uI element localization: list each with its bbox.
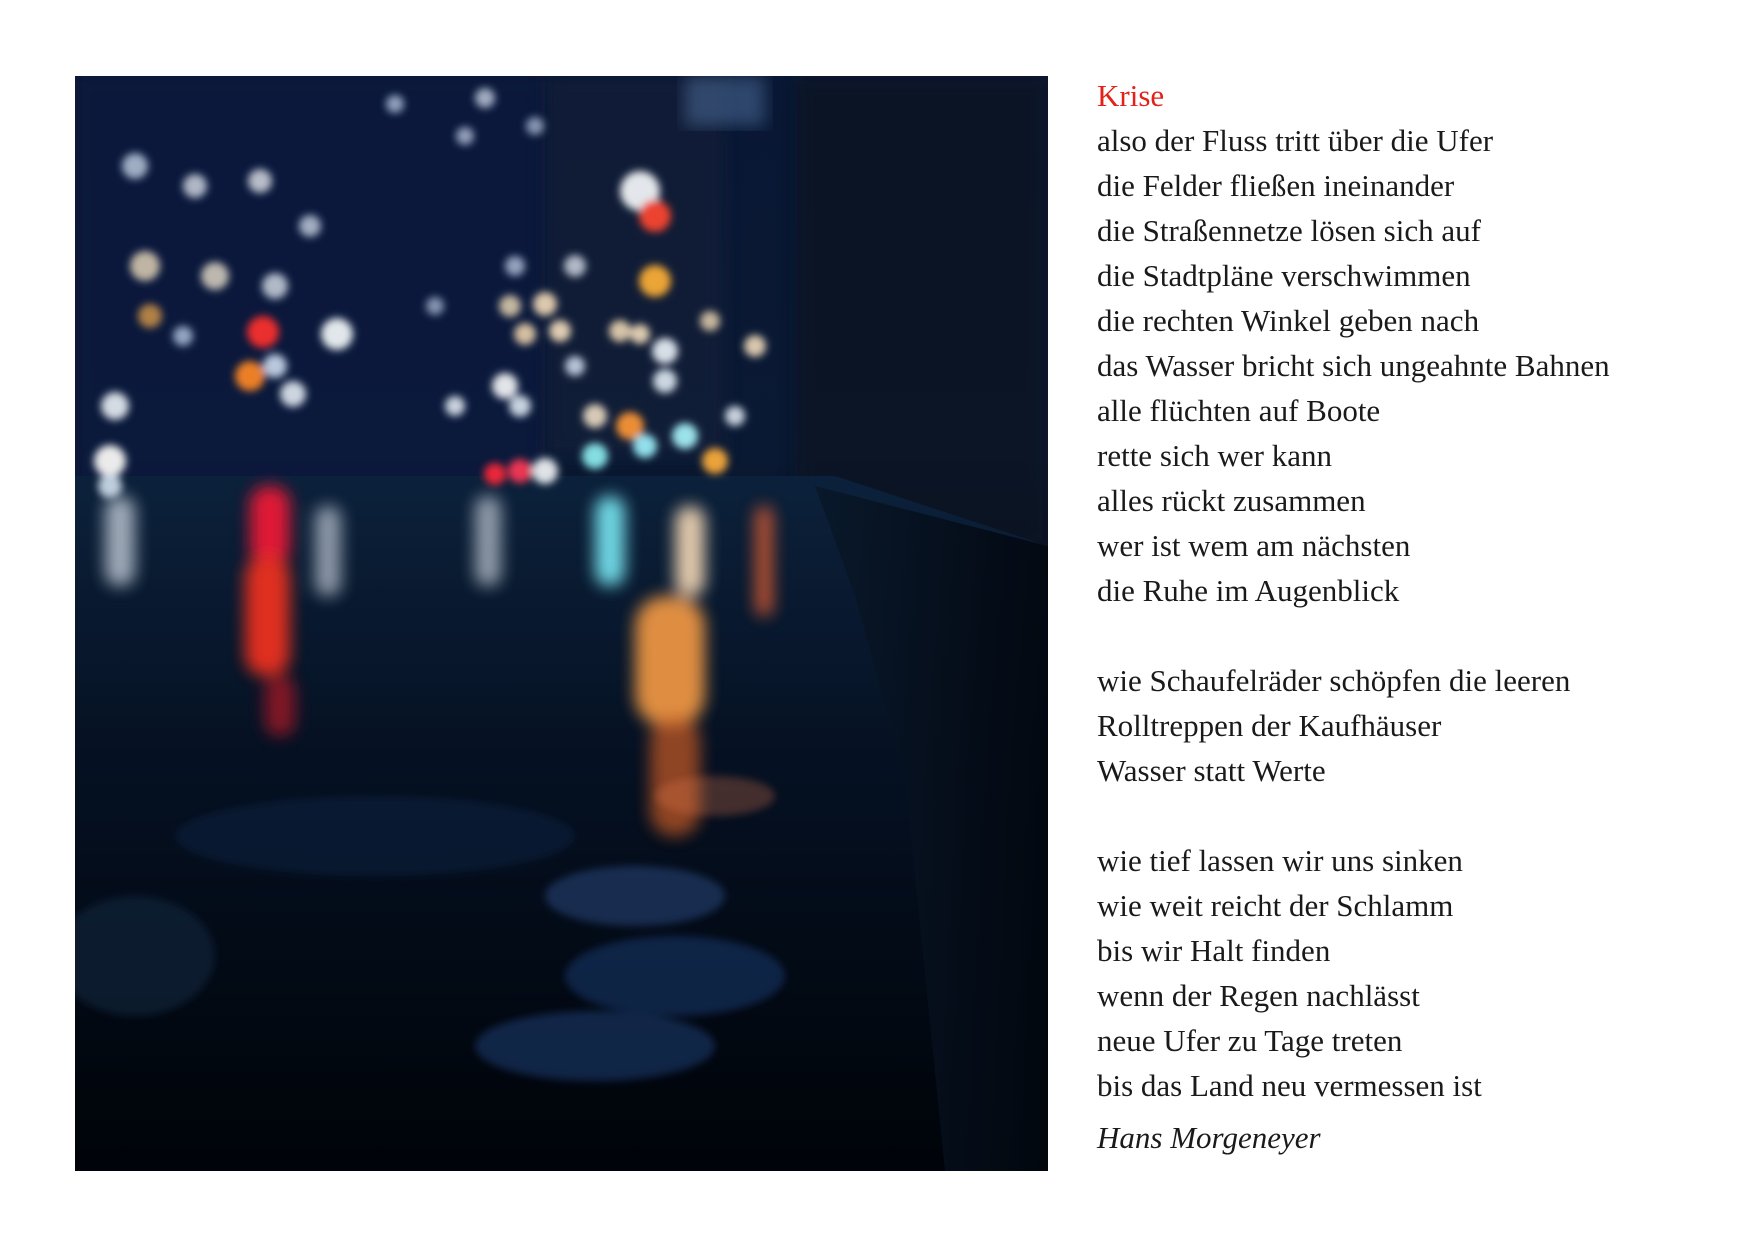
poem-line: wer ist wem am nächsten (1097, 528, 1411, 563)
poem-line: Wasser statt Werte (1097, 753, 1326, 788)
poem-line: also der Fluss tritt über die Ufer (1097, 123, 1494, 158)
stanza-break (1097, 613, 1737, 658)
poem-line: neue Ufer zu Tage treten (1097, 1023, 1403, 1058)
poem-line: die Stadtpläne verschwimmen (1097, 258, 1471, 293)
poem-line: wie tief lassen wir uns sinken (1097, 843, 1463, 878)
poem-line: Rolltreppen der Kaufhäuser (1097, 708, 1442, 743)
poem-line: die rechten Winkel geben nach (1097, 303, 1480, 338)
poem-line: rette sich wer kann (1097, 438, 1332, 473)
poem-line: wenn der Regen nachlässt (1097, 978, 1420, 1013)
poem-line: das Wasser bricht sich ungeahnte Bahnen (1097, 348, 1610, 383)
poem-line: wie Schaufelräder schöpfen die leeren (1097, 663, 1571, 698)
poem (1097, 73, 1737, 1160)
poem-line: die Ruhe im Augenblick (1097, 573, 1400, 608)
photo-illustration (75, 76, 1048, 1171)
poem-line: alles rückt zusammen (1097, 483, 1366, 518)
photo-rainy-street-night (75, 76, 1048, 1171)
poem-title: Krise (1097, 78, 1165, 113)
stanza-break (1097, 793, 1737, 838)
poem-line: wie weit reicht der Schlamm (1097, 888, 1454, 923)
poem-line: bis wir Halt finden (1097, 933, 1331, 968)
poem-line: die Felder fließen ineinander (1097, 168, 1455, 203)
poem-line: die Straßennetze lösen sich auf (1097, 213, 1481, 248)
poem-line: bis das Land neu vermessen ist (1097, 1068, 1482, 1103)
poem-line: alle flüchten auf Boote (1097, 393, 1381, 428)
poem-author: Hans Morgeneyer (1097, 1120, 1321, 1155)
